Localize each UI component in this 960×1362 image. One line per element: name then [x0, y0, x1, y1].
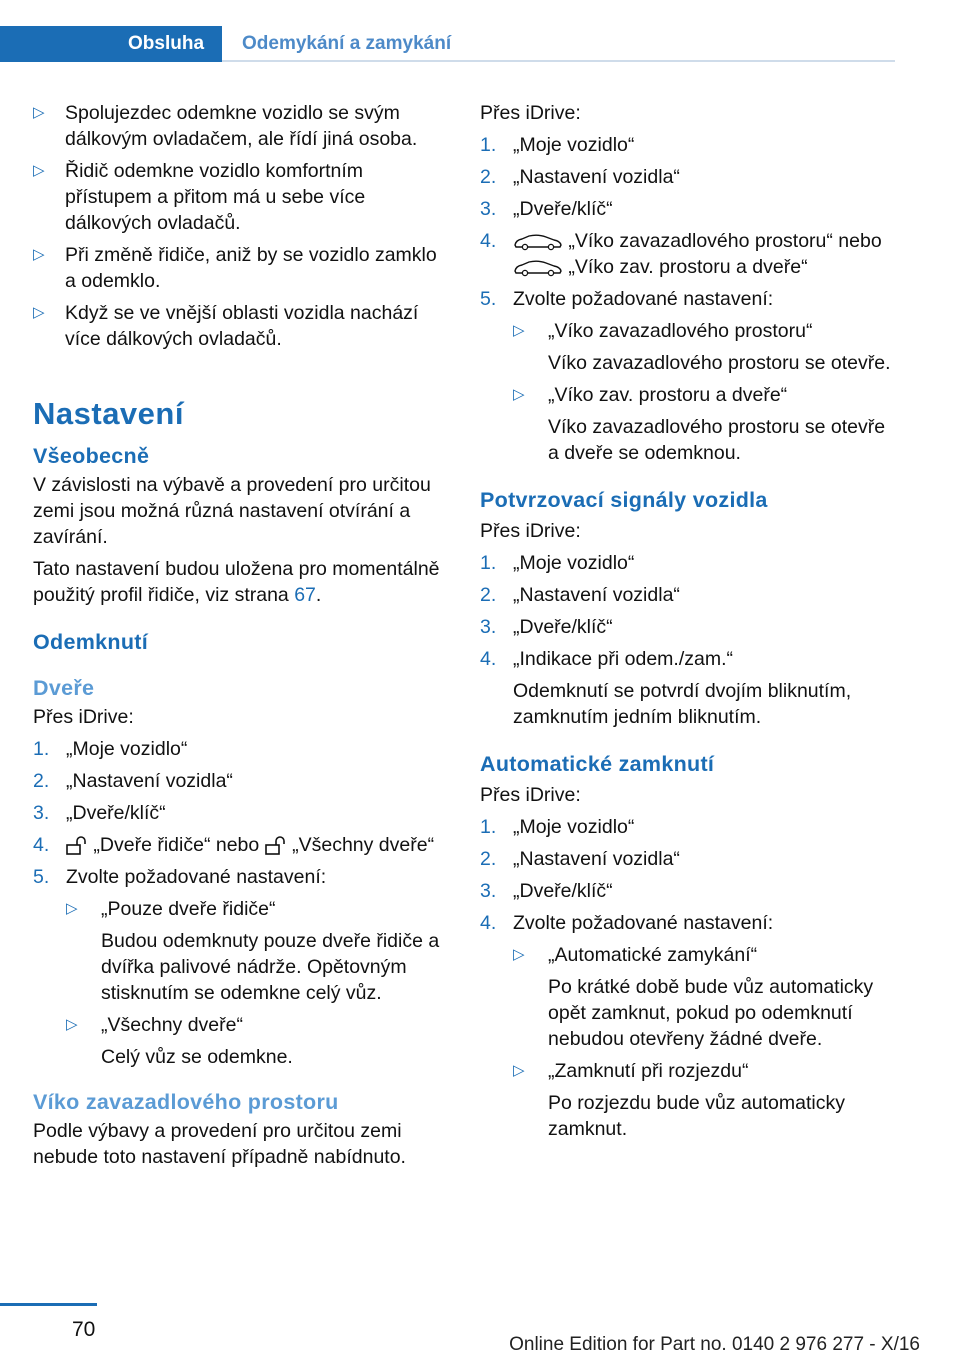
- list-item: [480, 196, 898, 222]
- option-title: „Všechny dveře“: [101, 1014, 243, 1036]
- page-header: [0, 26, 895, 62]
- step-text: „Indikace při odem./zam.“: [513, 648, 733, 670]
- step-description: Odemknutí se potvrdí dvojím bliknutím, zamknutím jedním bliknutím.: [513, 680, 852, 728]
- option-text: Po krátké době bude vůz automaticky opět zamknut, pokud po odemknutí nebudou otevřeny žádné dveře.: [548, 976, 874, 1050]
- heading-confirm-signals: Potvrzovací signály vozidla: [480, 488, 768, 512]
- step-number: 4.: [480, 912, 497, 934]
- step-number: 3.: [480, 616, 497, 638]
- step-text: Zvolte požadované nastavení:: [513, 288, 774, 310]
- heading-auto-lock: Automatické zamknutí: [480, 752, 715, 776]
- paragraph-text: Tato nastavení budou uložena pro momentálně použitý profil řidiče, viz strana: [33, 558, 440, 606]
- step-text: „Nastavení vozidla“: [513, 584, 680, 606]
- list-item: [480, 164, 898, 190]
- step-text: „Nastavení vozidla“: [513, 166, 680, 188]
- sub-list-item: [513, 942, 898, 1052]
- step-number: 1.: [33, 738, 50, 760]
- step-text: „Dveře/klíč“: [66, 802, 166, 824]
- step-text: „Moje vozidlo“: [66, 738, 188, 760]
- footer-rule: [0, 1303, 97, 1306]
- bullet-marker: ▷: [33, 104, 45, 121]
- step-number: 1.: [480, 816, 497, 838]
- heading-trunk: Víko zavazadlového prostoru: [33, 1090, 339, 1114]
- step-text: „Víko zav. prostoru a dveře“: [568, 256, 808, 278]
- list-item: [480, 614, 898, 640]
- step-number: 2.: [480, 848, 497, 870]
- heading-unlock: Odemknutí: [33, 630, 148, 654]
- list-item: [33, 242, 448, 294]
- trunk-paragraph: Podle výbavy a provedení pro určitou zemi nebude toto nastavení případně nabídnuto.: [33, 1120, 406, 1168]
- option-text: Budou odemknuty pouze dveře řidiče a dvířka palivové nádrže. Opětovným stisknutím se odemkne celý vůz.: [101, 930, 440, 1004]
- bullet-marker: ▷: [513, 946, 525, 963]
- page-link[interactable]: 67: [294, 584, 316, 606]
- sub-list-item: [513, 382, 898, 466]
- bullet-marker: ▷: [33, 246, 45, 263]
- step-number: 1.: [480, 552, 497, 574]
- step-text: „Dveře/klíč“: [513, 616, 613, 638]
- step-number: 3.: [480, 880, 497, 902]
- sub-list-item: [513, 1058, 898, 1142]
- step-text: „Nastavení vozidla“: [66, 770, 233, 792]
- list-item: [480, 814, 898, 840]
- general-paragraph-2: [33, 556, 448, 608]
- step-text: „Nastavení vozidla“: [513, 848, 680, 870]
- via-idrive: Přes iDrive:: [480, 102, 581, 124]
- step-text: „Dveře řidiče“ nebo: [93, 834, 260, 856]
- bullet-text: Spolujezdec odemkne vozidlo se svým dálkovým ovladačem, ale řídí jiná osoba.: [65, 102, 418, 150]
- list-item: [33, 768, 448, 794]
- step-text: „Všechny dveře“: [292, 834, 435, 856]
- step-text: „Moje vozidlo“: [513, 816, 635, 838]
- list-item: [33, 736, 448, 762]
- option-title: „Automatické zamykání“: [548, 944, 758, 966]
- bullet-text: Když se ve vnější oblasti vozidla nachází více dálkových ovladačů.: [65, 302, 419, 350]
- left-column: [33, 100, 448, 1176]
- option-text: Víko zavazadlového prostoru se otevře a dveře se odemknou.: [548, 416, 886, 464]
- header-chapter: Odemykání a zamykání: [242, 33, 452, 54]
- list-item: [33, 800, 448, 826]
- bullet-marker: ▷: [33, 162, 45, 179]
- option-text: Víko zavazadlového prostoru se otevře.: [548, 352, 891, 374]
- option-title: „Zamknutí při rozjezdu“: [548, 1060, 749, 1082]
- step-number: 2.: [480, 166, 497, 188]
- step-number: 5.: [480, 288, 497, 310]
- page-number: 70: [72, 1318, 96, 1341]
- option-title: „Víko zavazadlového prostoru“: [548, 320, 813, 342]
- option-title: „Pouze dveře řidiče“: [101, 898, 276, 920]
- step-number: 2.: [480, 584, 497, 606]
- list-item: [480, 228, 898, 280]
- option-title: „Víko zav. prostoru a dveře“: [548, 384, 788, 406]
- list-item: [33, 864, 448, 890]
- sub-list-item: [66, 896, 448, 1006]
- list-item: [480, 550, 898, 576]
- via-idrive: Přes iDrive:: [480, 784, 581, 806]
- list-item: [33, 100, 448, 152]
- step-number: 5.: [33, 866, 50, 888]
- bullet-marker: ▷: [66, 1016, 78, 1033]
- step-number: 4.: [480, 648, 497, 670]
- list-item: [33, 158, 448, 236]
- bullet-marker: ▷: [513, 322, 525, 339]
- right-column: [480, 100, 898, 1148]
- car-trunk-icon: [513, 233, 563, 251]
- bullet-marker: ▷: [33, 304, 45, 321]
- step-text: „Dveře/klíč“: [513, 198, 613, 220]
- list-item: [480, 582, 898, 608]
- option-text: Po rozjezdu bude vůz automaticky zamknut.: [548, 1092, 845, 1140]
- header-rule: [222, 60, 895, 62]
- bullet-text: Při změně řidiče, aniž by se vozidlo zamklo a odemklo.: [65, 244, 437, 292]
- step-number: 4.: [33, 834, 50, 856]
- step-number: 2.: [33, 770, 50, 792]
- bullet-marker: ▷: [513, 386, 525, 403]
- step-number: 3.: [480, 198, 497, 220]
- list-item: [480, 286, 898, 312]
- step-number: 4.: [480, 230, 497, 252]
- step-text: „Moje vozidlo“: [513, 552, 635, 574]
- heading-settings: Nastavení: [33, 396, 184, 431]
- list-item: [480, 646, 898, 730]
- unlocked-padlock-icon: [265, 836, 287, 856]
- sub-list-item: [513, 318, 898, 376]
- list-item: [480, 910, 898, 936]
- step-text: „Víko zavazadlového prostoru“ nebo: [568, 230, 882, 252]
- bullet-marker: ▷: [513, 1062, 525, 1079]
- step-text: „Dveře/klíč“: [513, 880, 613, 902]
- step-number: 3.: [33, 802, 50, 824]
- step-text: Zvolte požadované nastavení:: [513, 912, 774, 934]
- sub-list-item: [66, 1012, 448, 1070]
- car-trunk-doors-icon: [513, 259, 563, 277]
- via-idrive: Přes iDrive:: [33, 706, 134, 728]
- general-paragraph: V závislosti na výbavě a provedení pro určitou zemi jsou možná různá nastavení otvírání a zavírání.: [33, 474, 431, 548]
- list-item: [480, 878, 898, 904]
- option-text: Celý vůz se odemkne.: [101, 1046, 293, 1068]
- list-item: [480, 846, 898, 872]
- bullet-text: Řidič odemkne vozidlo komfortním přístupem a přitom má u sebe více dálkových ovladačů.: [65, 160, 366, 234]
- step-text: „Moje vozidlo“: [513, 134, 635, 156]
- heading-doors: Dveře: [33, 676, 95, 700]
- header-section: Obsluha: [0, 26, 222, 62]
- via-idrive: Přes iDrive:: [480, 520, 581, 542]
- list-item: [480, 132, 898, 158]
- paragraph-text: .: [315, 584, 322, 606]
- list-item: [33, 300, 448, 352]
- edition-text: Online Edition for Part no. 0140 2 976 277 - X/16: [509, 1334, 920, 1355]
- heading-general: Všeobecně: [33, 444, 150, 468]
- step-text: Zvolte požadované nastavení:: [66, 866, 327, 888]
- step-number: 1.: [480, 134, 497, 156]
- unlocked-padlock-icon: [66, 836, 88, 856]
- bullet-marker: ▷: [66, 900, 78, 917]
- list-item: [33, 832, 448, 858]
